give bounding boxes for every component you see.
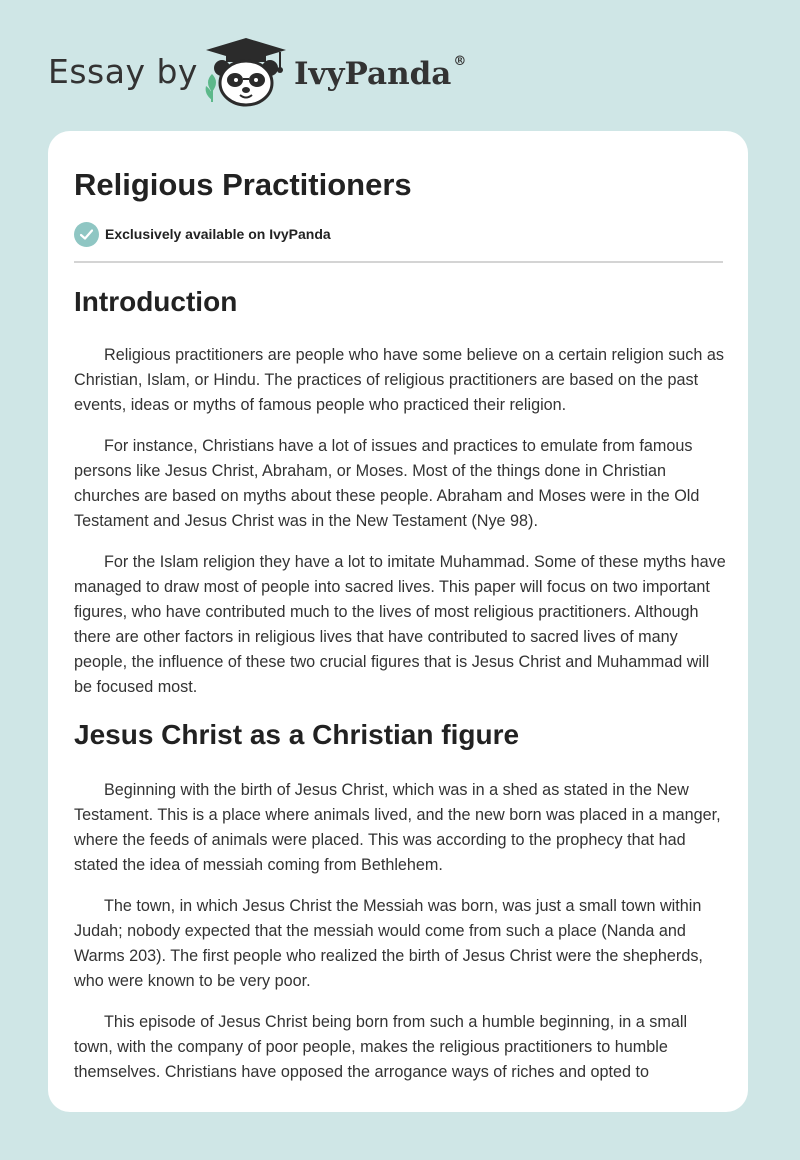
panda-graduate-icon[interactable] [200,36,292,108]
paragraph: This episode of Jesus Christ being born from such a humble beginning, in a small town, with the company of poor people, makes the religious practitioners to humble themselves. Christians have opposed the arrogance ways of riches and opted to [74,1013,688,1081]
paragraph: The town, in which Jesus Christ the Messiah was born, was just a small town within Judah; nobody expected that the messiah would come from such a place (Nanda and Warms 203). The first people who realized the birth of Jesus Christ were the shepherds, who were known to be very poor. [74,897,703,990]
section-heading-jesus-christ: Jesus Christ as a Christian figure [74,719,520,750]
paragraph: Beginning with the birth of Jesus Christ, which was in a shed as stated in the New Testament. This is a place where animals lived, and the new born was placed in a manger, where the feeds of animals were placed. This was according to the prophecy that had stated the idea of messiah coming from Bethlehem. [74,781,721,874]
exclusive-badge [74,221,331,247]
check-circle-icon [74,222,99,247]
page-title: Religious Practitioners [74,167,412,202]
site-header [0,0,800,130]
brand-name-text: IvyPanda [294,56,452,92]
brand-prefix: Essay by [48,52,198,91]
registered-mark: ® [453,54,467,69]
article-card [48,131,748,1112]
paragraph: For instance, Christians have a lot of issues and practices to emulate from famous persons like Jesus Christ, Abraham, or Moses. Most of the things done in Christian churches are based on myths about these people. Abraham and Moses were in the Old Testament and Jesus Christ was in the New Testament (Nye 98). [74,437,700,530]
section-heading-introduction: Introduction [74,286,238,317]
badge-text: Exclusively available on IvyPanda [105,226,331,242]
paragraph: For the Islam religion they have a lot to imitate Muhammad. Some of these myths have managed to draw most of people into sacred lives. This paper will focus on two important figures, who have contributed much to the lives of most religious practitioners. Although there are other factors in religious lives that have contributed to sacred lives of many people, the influence of these two crucial figures that is Jesus Christ and Muhammad will be focused most. [74,553,726,696]
paragraph: Religious practitioners are people who have some believe on a certain religion such as Christian, Islam, or Hindu. The practices of religious practitioners are based on the past events, ideas or myths of famous people who practiced their religion. [74,346,724,414]
divider [74,261,723,263]
brand-name[interactable] [294,56,466,92]
